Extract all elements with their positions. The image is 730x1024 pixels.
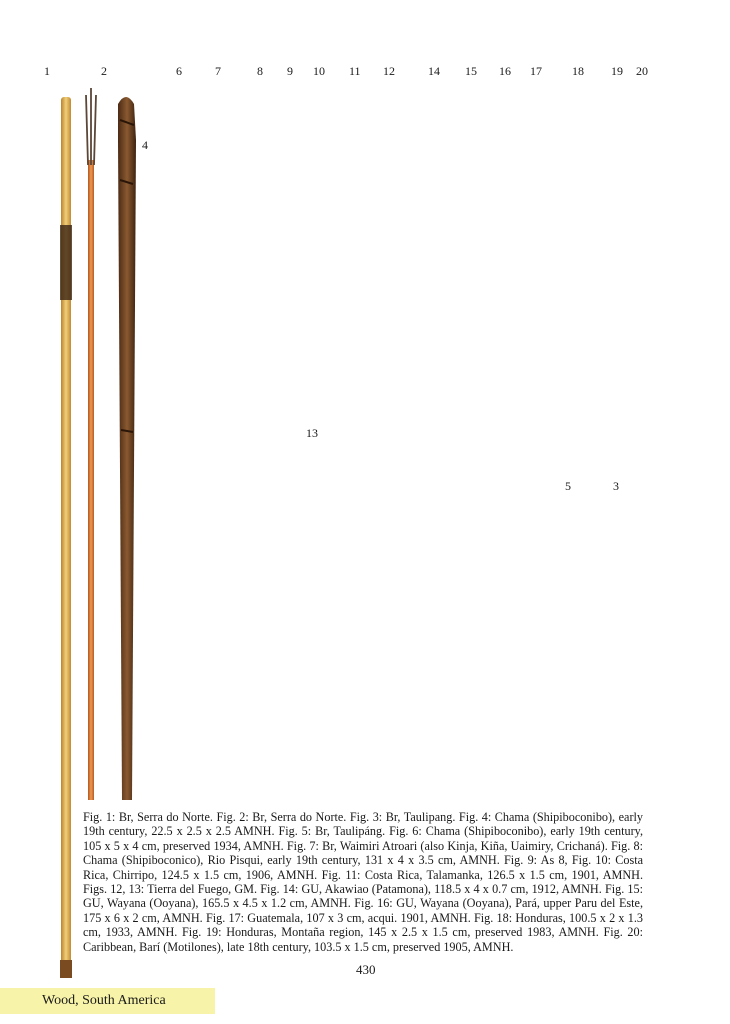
figure-number-1: 1 — [44, 64, 50, 78]
page-number: 430 — [356, 962, 376, 977]
figure-1-arrow — [60, 97, 72, 978]
figure-number-9: 9 — [287, 64, 293, 78]
figure-caption: Fig. 1: Br, Serra do Norte. Fig. 2: Br, Serra do Norte. Fig. 3: Br, Taulipang. Fig. 4: Chama (Shipiboconibo), early 19th century, 22.5 x 2.5 x 2.5 AMNH. Fig. 5: Br, Taulipáng. Fig. 6: Chama (Shipiboconibo), early 19th century, 105 x 5 x 4 cm, preserved 1934, AMNH. Fig. 7: Br, Waimiri Atroari (also Kinja, Kiña, Uaimiry, Crichaná). Fig. 8: Chama (Shipiboconico), Rio Pisqui, early 19th century, 131 x 4 x 3.5 cm, AMNH. Fig. 9: As 8, Fig. 10: Costa Rica, Chirripo, 124.5 x 1.5 cm, 1906, AMNH. Fig. 11: Costa Rica, Talamanka, 126.5 x 1.5 cm, 1901, AMNH. Figs. 12, 13: Tierra del Fuego, GM. Fig. 14: GU, Akawiao (Patamona), 118.5 x 4 x 0.7 cm, 1912, AMNH. Fig. 15: GU, Wayana (Ooyana), 165.5 x 4.5 x 1.2 cm, AMNH. Fig. 16: GU, Wayana (Ooyana), Pará, upper Paru del Este, 175 x 6 x 2 cm, AMNH. Fig. 17: Guatemala, 107 x 3 cm, acqui. 1901, AMNH. Fig. 18: Honduras, 100.5 x 2 x 1.3 cm, 1933, AMNH. Fig. 19: Honduras, Montaña region, 145 x 2.5 x 1.5 cm, preserved 1983, AMNH. Fig. 20: Caribbean, Barí (Motilones), late 18th century, 103.5 x 1.5 cm, preserved 1905, AMNH. — [83, 810, 643, 954]
figure-number-12: 12 — [383, 64, 395, 78]
figure-number-8: 8 — [257, 64, 263, 78]
figure-number-4: 4 — [142, 138, 148, 152]
figure-number-20: 20 — [636, 64, 648, 78]
figure-number-2: 2 — [101, 64, 107, 78]
figure-number-5: 5 — [565, 479, 571, 493]
figure-number-13: 13 — [306, 426, 318, 440]
figure-number-11: 11 — [349, 64, 361, 78]
figure-number-15: 15 — [465, 64, 477, 78]
figure-number-7: 7 — [215, 64, 221, 78]
figure-number-19: 19 — [611, 64, 623, 78]
figure-4-staff — [118, 97, 136, 800]
section-footer-label: Wood, South America — [0, 988, 215, 1014]
figure-number-3: 3 — [613, 479, 619, 493]
figure-number-18: 18 — [572, 64, 584, 78]
figure-2-arrow — [86, 88, 96, 800]
figure-number-6: 6 — [176, 64, 182, 78]
figure-number-10: 10 — [313, 64, 325, 78]
figure-number-14: 14 — [428, 64, 440, 78]
figure-number-16: 16 — [499, 64, 511, 78]
figure-number-17: 17 — [530, 64, 542, 78]
